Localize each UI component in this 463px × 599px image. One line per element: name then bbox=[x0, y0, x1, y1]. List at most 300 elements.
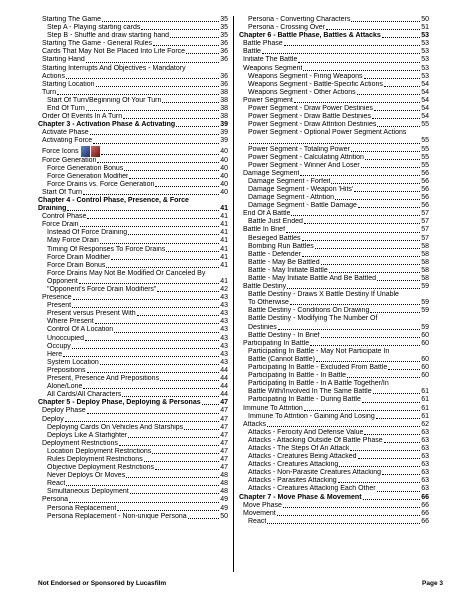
dot-leader bbox=[83, 194, 219, 195]
toc-entry[interactable] bbox=[239, 56, 429, 64]
toc-entry-text: Battle Destiny - Draws X Battle Destiny If Unable bbox=[248, 291, 399, 299]
toc-entry[interactable] bbox=[239, 485, 429, 493]
toc-entry-text: Participating In Battle - May Not Participate In bbox=[248, 347, 390, 355]
toc-page-number: 53 bbox=[421, 48, 429, 56]
toc-page-number: 58 bbox=[421, 275, 429, 282]
toc-page-number: 56 bbox=[421, 194, 429, 202]
toc-entry[interactable] bbox=[38, 146, 228, 157]
toc-chapter-heading[interactable] bbox=[38, 121, 228, 129]
toc-page-number: 47 bbox=[220, 423, 228, 431]
dot-leader bbox=[137, 315, 220, 316]
toc-entry[interactable] bbox=[239, 340, 429, 348]
toc-entry-title: Initiate The Battle bbox=[243, 56, 298, 64]
toc-entry-title: Chapter 3 - Activation Phase & Activating bbox=[38, 121, 176, 129]
dot-leader bbox=[66, 78, 219, 79]
toc-entry[interactable] bbox=[38, 343, 228, 351]
toc-entry-title: Attacks - Attacking Outside Of Battle Phase bbox=[248, 436, 383, 444]
toc-entry[interactable] bbox=[38, 440, 228, 448]
toc-entry[interactable] bbox=[38, 221, 228, 229]
toc-entry-title: Objective Deployment Restrictions bbox=[47, 464, 154, 472]
toc-entry-title: Deploy Phase bbox=[42, 407, 86, 415]
toc-page-number: 48 bbox=[220, 472, 228, 480]
toc-entry[interactable] bbox=[239, 81, 429, 89]
toc-entry[interactable] bbox=[239, 202, 429, 210]
toc-entry-title: Battle Just Ended bbox=[248, 218, 303, 226]
toc-chapter-heading[interactable] bbox=[239, 494, 429, 502]
toc-entry-text: Chapter 4 - Control Phase, Presence, & Force bbox=[38, 196, 189, 204]
toc-entry[interactable] bbox=[38, 302, 228, 310]
toc-entry-title: Simultaneous Deployment bbox=[47, 488, 129, 496]
toc-entry[interactable] bbox=[239, 218, 429, 226]
toc-entry[interactable] bbox=[38, 375, 228, 383]
toc-entry[interactable] bbox=[38, 407, 228, 415]
dot-leader bbox=[100, 364, 219, 365]
dot-leader bbox=[170, 37, 219, 38]
toc-page-number: 41 bbox=[220, 253, 228, 261]
dot-leader bbox=[357, 94, 421, 95]
toc-entry[interactable] bbox=[239, 405, 429, 413]
toc-page-number: 53 bbox=[421, 64, 429, 72]
toc-page-number: 50 bbox=[421, 16, 429, 23]
toc-entry[interactable] bbox=[38, 129, 228, 137]
toc-entry-title: Attacks - Non-Parasite Creatures Attacking bbox=[248, 469, 382, 477]
toc-entry[interactable] bbox=[239, 453, 429, 461]
toc-entry-title: Force Generation Bonus bbox=[47, 164, 124, 172]
toc-entry[interactable] bbox=[239, 518, 429, 526]
dot-leader bbox=[287, 288, 420, 289]
toc-page-number: 44 bbox=[220, 375, 228, 383]
toc-entry[interactable] bbox=[239, 73, 429, 81]
toc-page-number: 41 bbox=[220, 213, 228, 221]
toc-entry[interactable] bbox=[239, 364, 429, 372]
toc-page-number: 66 bbox=[421, 493, 429, 501]
dot-leader bbox=[80, 226, 220, 227]
toc-page-number: 43 bbox=[220, 334, 228, 342]
dot-leader bbox=[277, 515, 421, 516]
toc-entry[interactable] bbox=[239, 24, 429, 32]
dot-leader bbox=[351, 151, 420, 152]
toc-entry[interactable] bbox=[38, 113, 228, 121]
toc-entry[interactable] bbox=[38, 40, 228, 48]
toc-entry[interactable] bbox=[38, 359, 228, 367]
toc-entry[interactable] bbox=[239, 40, 429, 48]
toc-page-number: 35 bbox=[220, 24, 228, 32]
toc-page-number: 55 bbox=[421, 121, 429, 129]
toc-page-number: 47 bbox=[220, 431, 228, 439]
toc-entry-title: Persona Replacement - Non-unique Persona bbox=[47, 512, 187, 520]
toc-entry[interactable] bbox=[38, 448, 228, 456]
toc-entry-title: Presence bbox=[42, 294, 72, 302]
toc-page-number: 40 bbox=[220, 172, 228, 180]
toc-entry[interactable] bbox=[38, 367, 228, 375]
dot-leader bbox=[384, 86, 420, 87]
dot-leader bbox=[90, 134, 220, 135]
toc-entry[interactable] bbox=[239, 178, 429, 186]
toc-entry[interactable] bbox=[38, 464, 228, 472]
dot-leader bbox=[122, 396, 219, 397]
toc-entry[interactable] bbox=[38, 48, 228, 56]
toc-entry-title: Present bbox=[47, 302, 72, 310]
toc-entry-title: Here bbox=[47, 350, 63, 358]
dot-leader bbox=[364, 434, 420, 435]
toc-entry-title: Besieged Battles bbox=[248, 234, 301, 242]
toc-entry[interactable] bbox=[38, 165, 228, 173]
toc-page-number: 57 bbox=[421, 234, 429, 242]
toc-entry[interactable] bbox=[38, 237, 228, 245]
toc-page-number: 56 bbox=[421, 185, 429, 193]
toc-entry-title: Participating In Battle - During Battle bbox=[248, 396, 361, 404]
toc-entry[interactable] bbox=[38, 383, 228, 391]
dot-leader bbox=[128, 437, 219, 438]
toc-entry[interactable] bbox=[38, 505, 228, 513]
toc-entry[interactable] bbox=[38, 488, 228, 496]
toc-page-number: 53 bbox=[421, 32, 429, 40]
toc-entry-title: Activating Force bbox=[42, 137, 93, 145]
toc-entry[interactable] bbox=[239, 89, 429, 97]
toc-page-number: 63 bbox=[421, 428, 429, 436]
toc-entry-title: Deploying Cards On Vehicles And Starships bbox=[47, 423, 184, 431]
toc-page-number: 39 bbox=[220, 121, 228, 129]
toc-page-number: 40 bbox=[220, 180, 228, 188]
toc-entry[interactable] bbox=[38, 16, 228, 24]
toc-chapter-heading[interactable] bbox=[38, 399, 228, 407]
toc-entry[interactable] bbox=[239, 105, 429, 113]
toc-entry[interactable] bbox=[38, 24, 228, 32]
toc-entry[interactable] bbox=[239, 477, 429, 485]
toc-entry[interactable] bbox=[239, 170, 429, 178]
toc-entry[interactable] bbox=[239, 162, 429, 170]
dot-leader bbox=[377, 126, 420, 127]
toc-chapter-heading[interactable] bbox=[239, 32, 429, 40]
toc-entry-title: Deployment Restrictions bbox=[42, 439, 118, 447]
toc-entry[interactable] bbox=[239, 421, 429, 429]
dot-leader bbox=[176, 126, 219, 127]
toc-entry-title: Present, Presence And Prepositions bbox=[47, 375, 160, 383]
toc-entry[interactable] bbox=[38, 105, 228, 113]
dot-leader bbox=[188, 518, 220, 519]
dot-leader bbox=[186, 53, 219, 54]
toc-entry[interactable] bbox=[239, 235, 429, 243]
toc-entry[interactable] bbox=[38, 97, 228, 105]
toc-page-number: 38 bbox=[220, 113, 228, 121]
toc-entry[interactable] bbox=[38, 246, 228, 254]
toc-entry[interactable] bbox=[38, 262, 228, 270]
toc-entry-title: Attacks - Creatures Attacking Each Other bbox=[248, 485, 376, 493]
dot-leader bbox=[95, 323, 220, 324]
toc-page-number: 60 bbox=[421, 339, 429, 347]
dot-leader bbox=[66, 485, 219, 486]
toc-entry[interactable] bbox=[38, 254, 228, 262]
dot-leader bbox=[300, 175, 420, 176]
toc-entry[interactable] bbox=[38, 432, 228, 440]
dot-leader bbox=[335, 199, 420, 200]
toc-entry[interactable] bbox=[239, 469, 429, 477]
toc-entry[interactable] bbox=[38, 56, 228, 64]
toc-entry[interactable] bbox=[38, 286, 228, 294]
toc-entry-title: Persona - Converting Characters bbox=[248, 16, 351, 23]
toc-page-number: 38 bbox=[220, 88, 228, 96]
toc-entry[interactable] bbox=[38, 137, 228, 145]
dot-leader bbox=[184, 429, 219, 430]
dot-leader bbox=[373, 393, 421, 394]
toc-page-number: 41 bbox=[220, 261, 228, 269]
toc-page-number: 59 bbox=[421, 323, 429, 331]
toc-entry-title: Attacks - Creatures Attacking bbox=[248, 461, 339, 469]
toc-entry[interactable] bbox=[38, 81, 228, 89]
toc-page-number: 51 bbox=[421, 24, 429, 32]
dot-leader bbox=[160, 380, 219, 381]
dot-leader bbox=[365, 159, 420, 160]
toc-entry[interactable] bbox=[239, 48, 429, 56]
toc-entry[interactable] bbox=[38, 32, 228, 40]
dot-leader bbox=[83, 388, 219, 389]
dot-leader bbox=[124, 170, 219, 171]
toc-page-number: 57 bbox=[421, 226, 429, 234]
dot-leader bbox=[338, 482, 421, 483]
toc-entry-title: Starting Location bbox=[42, 80, 95, 88]
toc-page-number: 47 bbox=[220, 464, 228, 472]
toc-entry[interactable] bbox=[38, 351, 228, 359]
dot-leader bbox=[249, 143, 420, 144]
toc-entry[interactable] bbox=[239, 154, 429, 162]
dot-leader bbox=[347, 377, 420, 378]
dot-leader bbox=[304, 223, 420, 224]
toc-entry[interactable] bbox=[239, 121, 429, 129]
toc-entry[interactable] bbox=[239, 437, 429, 445]
toc-page-number: 47 bbox=[220, 407, 228, 415]
toc-entry-title: Battle - May Initiate Battle And Be Battled bbox=[248, 275, 377, 282]
dot-leader bbox=[114, 332, 219, 333]
toc-entry-title: "Opponent's Force Drain Modifiers" bbox=[47, 286, 157, 293]
dot-leader bbox=[364, 78, 421, 79]
toc-entry[interactable] bbox=[38, 326, 228, 334]
toc-entry-title: Never Deploys Or Moves bbox=[47, 472, 126, 480]
toc-entry[interactable] bbox=[38, 181, 228, 189]
toc-entry[interactable] bbox=[38, 73, 228, 81]
dot-leader bbox=[100, 243, 219, 244]
toc-entry-title: Damage Segment - Attrition bbox=[248, 194, 334, 202]
toc-entry[interactable] bbox=[239, 16, 429, 24]
toc-entry[interactable] bbox=[38, 472, 228, 480]
dot-leader bbox=[331, 183, 420, 184]
toc-entry[interactable] bbox=[38, 480, 228, 488]
toc-entry[interactable] bbox=[239, 137, 429, 145]
toc-entry[interactable] bbox=[239, 388, 429, 396]
toc-entry-title: All Cards/All Characters bbox=[47, 391, 122, 399]
toc-entry[interactable] bbox=[38, 335, 228, 343]
footer-disclaimer: Not Endorsed or Sponsored by Lucasfilm bbox=[38, 580, 167, 587]
toc-entry[interactable] bbox=[239, 146, 429, 154]
dot-leader bbox=[351, 21, 420, 22]
toc-page-number: 54 bbox=[421, 80, 429, 88]
toc-entry[interactable] bbox=[239, 243, 429, 251]
toc-entry[interactable] bbox=[239, 299, 429, 307]
toc-entry[interactable] bbox=[239, 324, 429, 332]
dot-leader bbox=[111, 259, 219, 260]
toc-entry[interactable] bbox=[38, 89, 228, 97]
toc-entry[interactable] bbox=[239, 413, 429, 421]
toc-entry-title: System Location bbox=[47, 358, 99, 366]
toc-entry-title: May Force Drain bbox=[47, 237, 99, 245]
dark-side-force-icon bbox=[91, 146, 100, 157]
toc-entry-text: Force Drains May Not Be Modified Or Canceled By bbox=[47, 269, 206, 277]
toc-entry[interactable] bbox=[239, 210, 429, 218]
dot-leader bbox=[372, 118, 420, 119]
toc-entry-title: Deploys Like A Starfighter bbox=[47, 431, 128, 439]
toc-entry[interactable] bbox=[239, 283, 429, 291]
toc-entry-title: Timing Of Responses To Force Drains bbox=[47, 245, 166, 253]
toc-entry[interactable] bbox=[38, 189, 228, 197]
dot-leader bbox=[384, 442, 421, 443]
toc-page-number: 47 bbox=[220, 415, 228, 423]
dot-leader bbox=[354, 191, 420, 192]
toc-entry[interactable] bbox=[239, 275, 429, 283]
toc-left-column bbox=[38, 16, 228, 521]
toc-page-number: 36 bbox=[220, 72, 228, 80]
toc-entry[interactable] bbox=[239, 461, 429, 469]
toc-page-number: 41 bbox=[220, 205, 228, 213]
toc-entry[interactable] bbox=[38, 391, 228, 399]
dot-leader bbox=[87, 372, 220, 373]
toc-entry-title: Power Segment bbox=[243, 96, 293, 104]
dot-leader bbox=[128, 234, 219, 235]
toc-entry[interactable] bbox=[239, 372, 429, 380]
dot-leader bbox=[267, 426, 420, 427]
toc-entry[interactable] bbox=[38, 278, 228, 286]
toc-page-number: 49 bbox=[220, 504, 228, 512]
toc-entry[interactable] bbox=[38, 318, 228, 326]
toc-page-number: 56 bbox=[421, 169, 429, 177]
toc-entry[interactable] bbox=[239, 445, 429, 453]
toc-entry-title: Force Drain bbox=[42, 221, 79, 229]
toc-entry-title: Destinies bbox=[248, 323, 277, 331]
toc-entry[interactable] bbox=[38, 456, 228, 464]
toc-entry[interactable] bbox=[239, 259, 429, 267]
toc-page-number: 41 bbox=[220, 245, 228, 253]
toc-entry-title: React bbox=[47, 480, 66, 488]
toc-page-number: 39 bbox=[220, 137, 228, 145]
toc-entry[interactable] bbox=[38, 157, 228, 165]
toc-entry-title: Damage Segment - Weapon 'Hits' bbox=[248, 185, 354, 193]
toc-entry[interactable] bbox=[239, 113, 429, 121]
toc-entry[interactable] bbox=[239, 97, 429, 105]
toc-page-number: 66 bbox=[421, 501, 429, 509]
dot-leader bbox=[130, 493, 219, 494]
toc-entry-title: Start Of Turn/Beginning Of Your Turn bbox=[47, 96, 162, 104]
toc-entry[interactable] bbox=[239, 307, 429, 315]
dot-leader bbox=[73, 299, 220, 300]
toc-entry-title: Weapons Segment bbox=[243, 64, 303, 72]
toc-entry[interactable] bbox=[38, 424, 228, 432]
toc-entry[interactable] bbox=[239, 396, 429, 404]
dot-leader bbox=[86, 62, 219, 63]
toc-page-number: 63 bbox=[421, 436, 429, 444]
toc-entry-title: Persona bbox=[42, 496, 69, 504]
toc-page-number: 40 bbox=[220, 156, 228, 164]
toc-entry[interactable] bbox=[38, 213, 228, 221]
toc-entry-title: Battle Destiny - In Brief bbox=[248, 331, 320, 339]
toc-page-number: 61 bbox=[421, 396, 429, 404]
toc-entry[interactable] bbox=[239, 510, 429, 518]
toc-entry[interactable] bbox=[239, 429, 429, 437]
toc-entry-title: Power Segment - Calculating Attrition bbox=[248, 153, 364, 161]
toc-entry[interactable] bbox=[38, 496, 228, 504]
toc-entry-title: Battle With/Involved In The Same Battle bbox=[248, 388, 372, 396]
toc-page-number: 53 bbox=[421, 72, 429, 80]
toc-entry-title: Attacks - The Steps Of An Attack bbox=[248, 444, 350, 452]
toc-page-number: 42 bbox=[220, 286, 228, 293]
toc-entry-title: Participating In Battle - Excluded From Battle bbox=[248, 364, 388, 372]
dot-leader bbox=[166, 251, 219, 252]
dot-leader bbox=[329, 272, 420, 273]
toc-page-number: 55 bbox=[421, 161, 429, 169]
dot-leader bbox=[123, 118, 219, 119]
toc-entry[interactable] bbox=[239, 267, 429, 275]
toc-entry-title: Actions bbox=[42, 72, 65, 80]
toc-page-number: 60 bbox=[421, 331, 429, 339]
toc-entry[interactable] bbox=[38, 294, 228, 302]
toc-entry[interactable] bbox=[239, 65, 429, 73]
toc-entry-title: Where Present bbox=[47, 318, 94, 326]
dot-leader bbox=[101, 154, 220, 155]
toc-entry-title: Chapter 6 - Battle Phase, Battles & Attacks bbox=[239, 32, 381, 40]
dot-leader bbox=[363, 499, 421, 500]
toc-entry-title: Present versus Present With bbox=[47, 310, 136, 318]
toc-entry-title: Power Segment - Totaling Power bbox=[248, 145, 350, 153]
dot-leader bbox=[262, 53, 420, 54]
toc-entry-title: Alone/Lone bbox=[47, 383, 83, 391]
toc-page-number: 40 bbox=[220, 164, 228, 172]
toc-entry[interactable] bbox=[38, 310, 228, 318]
toc-page-number: 63 bbox=[421, 477, 429, 485]
force-icons-group bbox=[81, 146, 100, 157]
toc-entry-title: Cards That May Not Be Placed Into Life Force bbox=[42, 48, 186, 56]
toc-entry[interactable] bbox=[239, 356, 429, 364]
toc-page-number: 48 bbox=[220, 480, 228, 488]
dot-leader bbox=[129, 178, 219, 179]
toc-page-number: 39 bbox=[220, 129, 228, 137]
toc-page-number: 47 bbox=[220, 439, 228, 447]
toc-entry[interactable] bbox=[239, 186, 429, 194]
toc-entry[interactable] bbox=[239, 332, 429, 340]
dot-leader bbox=[326, 29, 420, 30]
dot-leader bbox=[388, 369, 420, 370]
dot-leader bbox=[96, 86, 220, 87]
toc-entry-title: Starting The Game - General Rules bbox=[42, 40, 152, 48]
toc-page-number: 60 bbox=[421, 372, 429, 380]
toc-entry-title: Attacks - Ferocity And Defense Value bbox=[248, 428, 364, 436]
toc-entry[interactable] bbox=[38, 173, 228, 181]
dot-leader bbox=[57, 94, 219, 95]
dot-leader bbox=[298, 62, 420, 63]
toc-entry-title: Draining bbox=[38, 205, 67, 213]
toc-chapter-heading[interactable] bbox=[38, 205, 228, 213]
toc-page-number: 58 bbox=[421, 258, 429, 266]
toc-entry-title: Damage Segment - Battle Damage bbox=[248, 202, 357, 210]
toc-page-number: 63 bbox=[421, 485, 429, 493]
toc-entry[interactable] bbox=[239, 226, 429, 234]
toc-page-number: 47 bbox=[220, 455, 228, 463]
toc-entry[interactable] bbox=[38, 229, 228, 237]
toc-entry[interactable] bbox=[38, 416, 228, 424]
toc-entry[interactable] bbox=[38, 513, 228, 521]
toc-entry[interactable] bbox=[239, 502, 429, 510]
toc-entry-title: Battle - May Be Battled bbox=[248, 258, 320, 266]
toc-entry[interactable] bbox=[239, 251, 429, 259]
toc-right-column bbox=[239, 16, 429, 526]
toc-entry-title: Force Drains vs. Force Generation bbox=[47, 180, 155, 188]
toc-entry[interactable] bbox=[239, 194, 429, 202]
